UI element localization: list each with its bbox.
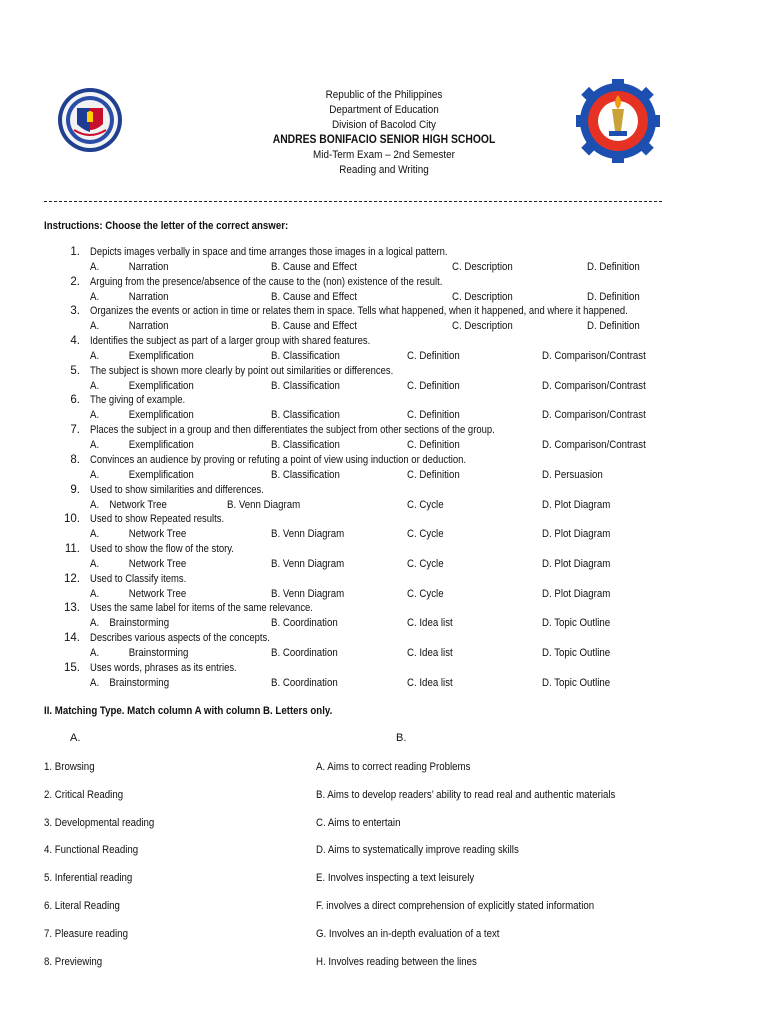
question-number: 7. [70, 424, 80, 437]
option-a-letter: A. [90, 498, 100, 511]
option-d: D. Comparison/Contrast [542, 379, 646, 392]
option-d: D. Plot Diagram [542, 498, 611, 511]
school-seal-icon [572, 79, 664, 163]
option-a [90, 617, 169, 629]
option-b: B. Cause and Effect [271, 261, 357, 273]
option-c: C. Cycle [407, 587, 444, 600]
question-text: Used to show Repeated results. [90, 513, 225, 526]
option-b: B. Classification [271, 409, 340, 422]
part2-heading: II. Matching Type. Match column A with column B. Letters only. [44, 705, 333, 717]
option-a-letter: A. [90, 528, 100, 541]
question-number: 1. [70, 246, 80, 258]
matching-row [0, 789, 768, 809]
question-number: 8. [70, 453, 80, 466]
option-b: B. Coordination [271, 646, 338, 659]
option-b: B. Coordination [271, 676, 338, 689]
question-number: 12. [64, 572, 80, 585]
option-d: D. Plot Diagram [542, 557, 611, 570]
option-a-letter: A. [90, 261, 100, 273]
option-d: D. Comparison/Contrast [542, 409, 646, 422]
option-a-text: Narration [128, 290, 169, 303]
matching-row [0, 956, 768, 976]
question-text: Depicts images verbally in space and time arranges those images in a logical pattern. [90, 246, 448, 258]
option-a-text: Narration [128, 320, 169, 333]
exam-title: Mid-Term Exam – 2nd Semester [313, 149, 455, 161]
option-a-letter: A. [90, 350, 100, 363]
column-a-item: 6. Literal Reading [44, 900, 120, 912]
question-text: Convinces an audience by proving or refuting a point of view using induction or deduction. [90, 453, 467, 466]
option-a-letter: A. [90, 409, 100, 422]
option-a-text: Brainstorming [128, 646, 189, 659]
option-a [90, 291, 169, 303]
question-number: 2. [70, 275, 80, 288]
option-a [90, 499, 167, 511]
option-b: B. Classification [271, 439, 340, 452]
question-number: 9. [70, 483, 80, 496]
column-a-item: 1. Browsing [44, 761, 95, 773]
column-a-item: 4. Functional Reading [44, 844, 139, 857]
question-item [0, 513, 768, 543]
option-d: D. Topic Outline [542, 676, 611, 689]
option-a [90, 380, 194, 392]
question-number: 15. [64, 661, 80, 674]
option-c: C. Description [452, 290, 513, 303]
option-d: D. Comparison/Contrast [542, 350, 646, 363]
column-a-item: 8. Previewing [44, 955, 103, 968]
question-number: 5. [70, 364, 80, 377]
option-d: D. Plot Diagram [542, 528, 611, 541]
option-a-text: Exemplification [128, 468, 194, 481]
option-d: D. Topic Outline [542, 617, 611, 630]
column-b-item: G. Involves an in-depth evaluation of a text [316, 927, 500, 940]
question-number: 13. [64, 602, 80, 615]
question-item [0, 335, 768, 365]
question-item [0, 632, 768, 662]
option-c: C. Definition [407, 439, 460, 452]
matching-row [0, 900, 768, 920]
option-a [90, 320, 169, 332]
question-item [0, 454, 768, 484]
column-b-header: B. [396, 732, 407, 744]
question-item [0, 276, 768, 306]
option-a-text: Exemplification [128, 350, 194, 363]
option-a-letter: A. [90, 379, 100, 392]
option-a-letter: A. [90, 290, 100, 303]
option-b: B. Classification [271, 468, 340, 481]
option-b: B. Coordination [271, 617, 338, 630]
column-a-header: A. [70, 732, 81, 744]
option-b: B. Classification [271, 350, 340, 363]
column-b-item: H. Involves reading between the lines [316, 955, 477, 968]
column-b-item: D. Aims to systematically improve reading skills [316, 844, 519, 857]
matching-row [0, 844, 768, 864]
question-item [0, 662, 768, 692]
option-a-letter: A. [90, 320, 100, 333]
option-d: D. Topic Outline [542, 646, 611, 659]
option-b: B. Venn Diagram [271, 528, 345, 541]
column-b-item: F. involves a direct comprehension of explicitly stated information [316, 900, 595, 912]
question-item [0, 365, 768, 395]
question-number: 10. [64, 513, 80, 526]
option-c: C. Definition [407, 468, 460, 481]
option-d: D. Plot Diagram [542, 587, 611, 600]
question-text: Used to show similarities and differences. [90, 483, 264, 496]
question-text: Used to show the flow of the story. [90, 542, 234, 555]
option-a [90, 677, 169, 689]
option-d: D. Definition [587, 320, 640, 333]
option-a-letter: A. [90, 587, 100, 600]
subject-title: Reading and Writing [339, 164, 429, 176]
option-c: C. Cycle [407, 528, 444, 541]
question-item [0, 543, 768, 573]
option-b: B. Cause and Effect [271, 320, 357, 333]
matching-row [0, 761, 768, 781]
question-item [0, 484, 768, 514]
option-a-text: Exemplification [128, 439, 194, 452]
option-a-text: Narration [128, 261, 169, 273]
option-b: B. Venn Diagram [271, 587, 345, 600]
option-a [90, 647, 188, 659]
option-b: B. Venn Diagram [227, 498, 301, 511]
option-c: C. Description [452, 320, 513, 333]
column-b-item: B. Aims to develop readers’ ability to read real and authentic materials [316, 788, 616, 801]
option-a [90, 558, 186, 570]
column-a-item: 2. Critical Reading [44, 788, 124, 801]
question-number: 14. [64, 631, 80, 644]
option-c: C. Idea list [407, 617, 453, 630]
option-b: B. Classification [271, 379, 340, 392]
option-a [90, 469, 194, 481]
question-number: 3. [70, 305, 80, 318]
question-text: Uses words, phrases as its entries. [90, 661, 237, 674]
option-c: C. Idea list [407, 676, 453, 689]
question-text: Places the subject in a group and then differentiates the subject from other sections of the group. [90, 424, 495, 437]
option-c: C. Cycle [407, 498, 444, 511]
question-number: 11. [64, 542, 80, 555]
option-a [90, 350, 194, 362]
option-c: C. Cycle [407, 557, 444, 570]
school-name: ANDRES BONIFACIO SENIOR HIGH SCHOOL [272, 134, 496, 146]
option-a [90, 528, 186, 540]
option-c: C. Definition [407, 379, 460, 392]
option-a-text: Exemplification [128, 409, 194, 422]
option-c: C. Definition [407, 350, 460, 363]
option-a-text: Brainstorming [109, 617, 170, 630]
question-text: Describes various aspects of the concepts. [90, 631, 270, 644]
question-number: 6. [70, 394, 80, 407]
option-d: D. Definition [587, 261, 640, 273]
option-c: C. Description [452, 261, 513, 273]
option-a-text: Network Tree [128, 528, 187, 541]
column-a-item: 3. Developmental reading [44, 816, 155, 829]
header-division: Division of Bacolod City [331, 119, 437, 131]
option-a-text: Network Tree [109, 498, 167, 511]
option-d: D. Persuasion [542, 468, 603, 481]
option-b: B. Cause and Effect [271, 290, 357, 303]
column-b-item: C. Aims to entertain [316, 816, 401, 829]
option-d: D. Definition [587, 290, 640, 303]
option-a [90, 409, 194, 421]
question-item [0, 246, 768, 276]
question-item [0, 305, 768, 335]
column-a-item: 7. Pleasure reading [44, 927, 128, 940]
option-c: C. Definition [407, 409, 460, 422]
document-header [218, 88, 549, 178]
option-a-text: Brainstorming [109, 676, 170, 689]
question-text: Organizes the events or action in time or relates them in space. Tells what happened, when it happened, and where it happened. [90, 305, 628, 318]
question-text: Used to Classify items. [90, 572, 187, 585]
option-a [90, 588, 186, 600]
column-b-item: A. Aims to correct reading Problems [316, 761, 471, 773]
option-d: D. Comparison/Contrast [542, 439, 646, 452]
question-text: Arguing from the presence/absence of the cause to the (non) existence of the result. [90, 275, 443, 288]
question-list [0, 246, 768, 691]
option-a [90, 439, 194, 451]
question-item [0, 602, 768, 632]
option-a-text: Network Tree [128, 587, 187, 600]
question-text: Identifies the subject as part of a larger group with shared features. [90, 335, 371, 348]
header-divider [44, 201, 662, 202]
option-a [90, 261, 169, 273]
header-department: Department of Education [329, 104, 439, 116]
option-a-letter: A. [90, 468, 100, 481]
matching-row [0, 817, 768, 837]
question-item [0, 424, 768, 454]
option-a-letter: A. [90, 557, 100, 570]
option-a-letter: A. [90, 646, 100, 659]
header-republic: Republic of the Philippines [325, 89, 443, 101]
column-b-item: E. Involves inspecting a text leisurely [316, 872, 475, 885]
option-b: B. Venn Diagram [271, 557, 345, 570]
option-a-letter: A. [90, 439, 100, 452]
column-a-item: 5. Inferential reading [44, 872, 133, 885]
option-a-letter: A. [90, 676, 100, 689]
question-item [0, 573, 768, 603]
option-a-letter: A. [90, 617, 100, 630]
option-a-text: Exemplification [128, 379, 194, 392]
option-a-text: Network Tree [128, 557, 187, 570]
question-text: The subject is shown more clearly by point out similarities or differences. [90, 364, 394, 377]
question-number: 4. [70, 335, 80, 348]
question-text: Uses the same label for items of the same relevance. [90, 602, 313, 615]
part1-instructions: Instructions: Choose the letter of the correct answer: [44, 220, 289, 232]
option-c: C. Idea list [407, 646, 453, 659]
matching-row [0, 928, 768, 948]
matching-row [0, 872, 768, 892]
deped-seal-icon [44, 86, 136, 154]
question-item [0, 394, 768, 424]
question-text: The giving of example. [90, 394, 186, 407]
